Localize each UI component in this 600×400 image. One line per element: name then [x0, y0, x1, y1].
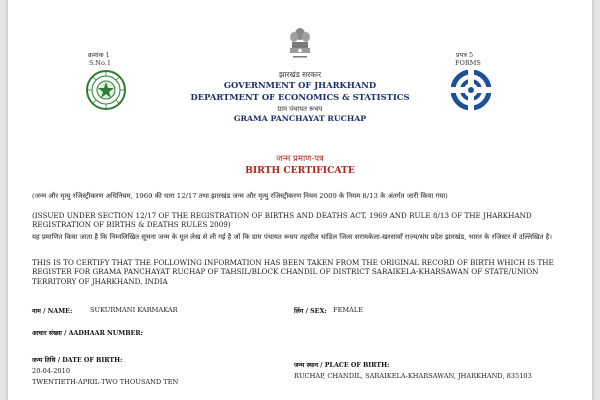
- sex-label: लिंग / SEX:: [294, 308, 327, 315]
- panchayat-hindi: ग्राम पंचायत रूचप: [277, 105, 323, 113]
- national-emblem-icon: [289, 26, 311, 62]
- panchayat-english: GRAMA PANCHAYAT RUCHAP: [233, 114, 367, 123]
- serial-number-english: S.No.1: [89, 59, 111, 67]
- certificate-page: [8, 0, 592, 400]
- title-hindi: जन्म प्रमाण-पत्र: [276, 154, 324, 164]
- certify-hindi: यह प्रमाणित किया जाता है कि निम्नलिखित सूचना जन्म के मूल लेख से ली गई है जो कि ग्राम पंचायत रूचप तहसील चांडिल जिला सरायकेला-खरसावाँ राज्य/संघ प्रदेश झारखंड, भारत के रजिस्टर में उल्लिखित है।: [32, 233, 552, 241]
- dob-in-words: TWENTIETH-APRIL-TWO THOUSAND TEN: [32, 378, 179, 386]
- issued-under-english: (ISSUED UNDER SECTION 12/17 OF THE REGISTRATION OF BIRTHS AND DEATHS ACT, 1969 AND RULE 8/13 OF THE JHARKHAND REGISTRATION OF BIRTHS & DEATHS RULES 2009): [32, 211, 532, 230]
- title-english: BIRTH CERTIFICATE: [245, 165, 355, 176]
- pob-label: जन्म स्थान / PLACE OF BIRTH:: [294, 362, 390, 369]
- department-english: DEPARTMENT OF ECONOMICS & STATISTICS: [190, 92, 410, 102]
- dob-value: 20-04-2010: [32, 367, 71, 375]
- pob-value: RUCHAP, CHANDIL, SARAIKELA-KHARSAWAN, JHARKHAND, 835103: [294, 372, 532, 380]
- serial-number-hindi: क्रमांक 1: [88, 51, 110, 59]
- form-number-hindi: प्रपत्र 5: [456, 51, 474, 59]
- name-label: नाम / NAME:: [32, 308, 73, 315]
- issued-under-hindi: (जन्म और मृत्यु रजिस्ट्रीकरण अधिनियम, 1969 की धारा 12/17 तथा झारखंड जन्म और मृत्यु रजिस्ट्रीकरण नियम 2009 के नियम 8/13 के अंतर्गत जारी किया गया): [32, 192, 448, 200]
- name-value: SUKURMANI KARMAKAR: [90, 306, 178, 314]
- form-number-english: FORMS: [455, 59, 481, 67]
- aadhaar-label: आधार संख्या / AADHAAR NUMBER:: [32, 330, 143, 337]
- dob-label: जन्म तिथि / DATE OF BIRTH:: [32, 357, 123, 364]
- government-hindi: झारखंड सरकार: [278, 70, 322, 79]
- certify-english: THIS IS TO CERTIFY THAT THE FOLLOWING INFORMATION HAS BEEN TAKEN FROM THE ORIGINAL RECORD OF BIRTH WHICH IS THE REGISTER FOR GRAMA PANCHAYAT RUCHAP OF TAHSIL/BLOCK CHANDIL OF DISTRICT SARAIKELA-KHARSAWAN OF STATE/UNION TERRITORY OF JHARKHAND, INDIA: [32, 258, 554, 286]
- government-english: GOVERNMENT OF JHARKHAND: [223, 80, 377, 90]
- sex-value: FEMALE: [333, 306, 364, 314]
